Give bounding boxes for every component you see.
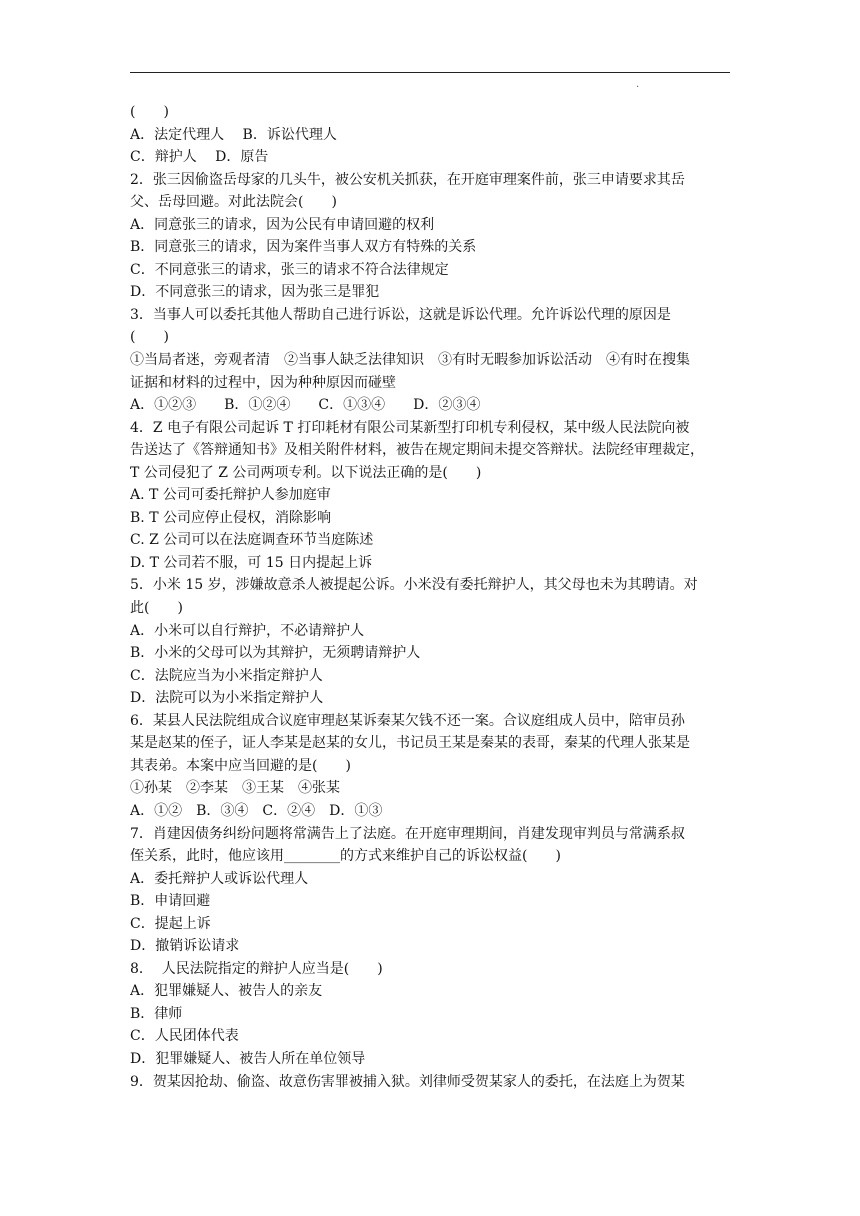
text-line: 4．Z 电子有限公司起诉 T 打印耗材有限公司某新型打印机专利侵权，某中级人民法院向被 xyxy=(130,419,690,436)
text-line: D．法院可以为小米指定辩护人 xyxy=(130,690,324,707)
text-line: 3．当事人可以委托其他人帮助自己进行诉讼，这就是诉讼代理。允许诉讼代理的原因是 xyxy=(130,306,671,323)
text-line: A．①②③ B．①②④ C．①③④ D．②③④ xyxy=(130,397,481,414)
text-line: D．犯罪嫌疑人、被告人所在单位领导 xyxy=(130,1050,366,1067)
text-line: B. T 公司应停止侵权，消除影响 xyxy=(130,509,331,526)
document-body xyxy=(130,101,734,1093)
text-line: D．不同意张三的请求，因为张三是罪犯 xyxy=(130,284,380,301)
text-line: C．不同意张三的请求，张三的请求不符合法律规定 xyxy=(130,261,449,278)
text-line: A．同意张三的请求，因为公民有申请回避的权利 xyxy=(130,216,435,233)
text-line: D. T 公司若不服，可 15 日内提起上诉 xyxy=(130,554,373,571)
text-line: B．申请回避 xyxy=(130,893,211,910)
text-line: 7．肖建因债务纠纷问题将常满告上了法庭。在开庭审理期间，肖建发现审判员与常满系叔 xyxy=(130,825,685,842)
text-line: A．①② B．③④ C．②④ D．①③ xyxy=(130,802,383,819)
text-line: C．提起上诉 xyxy=(130,915,211,932)
text-line: ①当局者迷，旁观者清 ②当事人缺乏法律知识 ③有时无暇参加诉讼活动 ④有时在搜集 xyxy=(130,352,690,369)
text-line: 其表弟。本案中应当回避的是( ) xyxy=(130,757,351,774)
text-line: 父、岳母回避。对此法院会( ) xyxy=(130,194,337,211)
text-line: C. Z 公司可以在法庭调查环节当庭陈述 xyxy=(130,532,374,549)
text-line: ( ) xyxy=(130,104,169,120)
text-line: C．人民团体代表 xyxy=(130,1028,239,1045)
text-line: C．法院应当为小米指定辩护人 xyxy=(130,667,323,684)
text-line: B．律师 xyxy=(130,1005,183,1022)
text-line: 此( ) xyxy=(130,600,183,617)
text-line: 某是赵某的侄子，证人李某是赵某的女儿，书记员王某是秦某的表哥，秦某的代理人张某是 xyxy=(130,735,690,752)
text-line: 证据和材料的过程中，因为种种原因而碰壁 xyxy=(130,374,396,391)
text-line: A．小米可以自行辩护，不必请辩护人 xyxy=(130,622,365,639)
text-line: D．撤销诉讼请求 xyxy=(130,938,240,955)
text-line: 5．小米 15 岁，涉嫌故意杀人被提起公诉。小米没有委托辩护人，其父母也未为其聘请。对 xyxy=(130,577,698,594)
text-line: A．犯罪嫌疑人、被告人的亲友 xyxy=(130,983,323,1000)
text-line: A. T 公司可委托辩护人参加庭审 xyxy=(130,487,331,504)
text-line: 8． 人民法院指定的辩护人应当是( ) xyxy=(130,960,383,977)
text-line: B．小米的父母可以为其辩护，无须聘请辩护人 xyxy=(130,645,421,662)
text-line: 9．贺某因抢劫、偷盗、故意伤害罪被捕入狱。刘律师受贺某家人的委托，在法庭上为贺某 xyxy=(130,1073,685,1090)
text-line: ①孙某 ②李某 ③王某 ④张某 xyxy=(130,780,340,797)
text-line: 2．张三因偷盗岳母家的几头牛，被公安机关抓获，在开庭审理案件前，张三申请要求其岳 xyxy=(130,171,685,188)
text-line: 侄关系，此时，他应该用________的方式来维护自己的诉讼权益( ) xyxy=(130,848,561,865)
text-line: 告送达了《答辩通知书》及相关附件材料，被告在规定期间未提交答辩状。法院经审理裁定， xyxy=(130,442,704,459)
header-rule xyxy=(130,72,730,73)
text-line: C．辩护人 D．原告 xyxy=(130,149,269,166)
text-line: 6．某县人民法院组成合议庭审理赵某诉秦某欠钱不还一案。合议庭组成人员中，陪审员孙 xyxy=(130,712,685,729)
text-line: A．委托辩护人或诉讼代理人 xyxy=(130,870,309,887)
text-line: T 公司侵犯了 Z 公司两项专利。以下说法正确的是( ) xyxy=(130,464,482,481)
text-line: A．法定代理人 B．诉讼代理人 xyxy=(130,126,337,143)
text-line: B．同意张三的请求，因为案件当事人双方有特殊的关系 xyxy=(130,239,477,256)
header-mark: . xyxy=(636,79,640,90)
text-line: ( ) xyxy=(130,329,169,346)
